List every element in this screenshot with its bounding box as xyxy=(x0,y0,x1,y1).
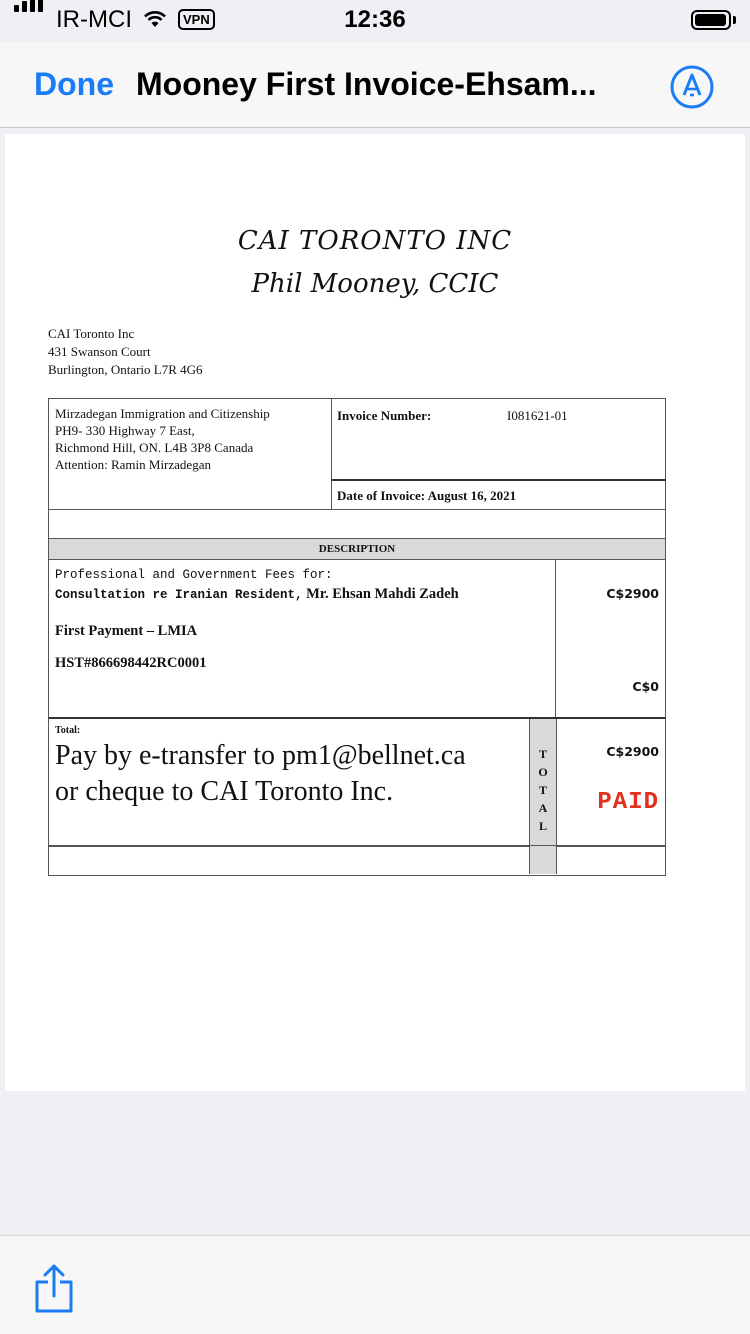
battery-icon xyxy=(691,10,731,30)
invoice-number-label: Invoice Number: xyxy=(337,408,432,423)
gov-amount: C$0 xyxy=(632,679,659,694)
fees-intro: Professional and Government Fees for: xyxy=(55,568,333,582)
description-body xyxy=(48,559,666,719)
total-amount: C$2900 xyxy=(606,744,659,759)
sender-address xyxy=(48,325,203,379)
recipient-line: PH9- 330 Highway 7 East, xyxy=(55,423,195,438)
invoice-document xyxy=(5,134,745,1091)
recipient-line: Richmond Hill, ON. L4B 3P8 Canada xyxy=(55,440,254,455)
invoice-header-table xyxy=(48,398,666,510)
company-heading: CAI TORONTO INC xyxy=(237,226,513,256)
carrier-name: IR-MCI xyxy=(56,6,132,33)
invoice-date: Date of Invoice: August 16, 2021 xyxy=(337,488,517,503)
payment-line: Pay by e-transfer to pm1@bellnet.ca xyxy=(55,740,466,771)
total-label: Total: xyxy=(55,725,81,736)
total-letter: L xyxy=(538,819,547,833)
total-letter: O xyxy=(538,765,548,779)
hst-number: HST#866698442RC0001 xyxy=(55,655,207,671)
share-icon[interactable] xyxy=(34,1264,74,1314)
battery-tip xyxy=(733,16,736,24)
status-bar xyxy=(0,0,750,42)
consultation-line xyxy=(55,586,459,603)
total-letter: A xyxy=(538,801,548,815)
total-letter: T xyxy=(538,783,547,797)
payment-line: or cheque to CAI Toronto Inc. xyxy=(55,776,394,807)
payment-instructions xyxy=(55,738,466,810)
total-section xyxy=(48,717,666,847)
sender-line: 431 Swanson Court xyxy=(48,344,151,359)
spacer-row xyxy=(48,509,666,539)
recipient-address xyxy=(55,405,270,473)
sender-line: Burlington, Ontario L7R 4G6 xyxy=(48,362,203,377)
description-header-label: DESCRIPTION xyxy=(318,543,396,555)
vpn-badge: VPN xyxy=(178,9,215,30)
fee-amount: C$2900 xyxy=(606,586,659,601)
description-header xyxy=(48,538,666,560)
sender-line: CAI Toronto Inc xyxy=(48,326,135,341)
nav-bar xyxy=(0,42,750,128)
recipient-line: Mirzadegan Immigration and Citizenship xyxy=(55,406,270,421)
bottom-toolbar xyxy=(0,1235,750,1334)
markup-pen-icon[interactable] xyxy=(669,64,715,110)
paid-stamp: PAID xyxy=(597,789,659,816)
clock: 12:36 xyxy=(344,6,406,33)
first-payment: First Payment – LMIA xyxy=(55,623,198,639)
consultation-prefix: Consultation re Iranian Resident, xyxy=(55,588,303,602)
pdf-page[interactable] xyxy=(5,134,745,1091)
total-vertical-label xyxy=(530,745,556,835)
bottom-row xyxy=(48,846,666,876)
consultant-heading: Phil Mooney, CCIC xyxy=(251,269,499,299)
client-name: Mr. Ehsan Mahdi Zadeh xyxy=(306,586,459,602)
total-letter: T xyxy=(538,747,547,761)
recipient-line: Attention: Ramin Mirzadegan xyxy=(55,457,211,472)
document-title: Mooney First Invoice-Ehsam... xyxy=(136,66,597,102)
done-button[interactable]: Done xyxy=(34,66,114,102)
invoice-number: I081621-01 xyxy=(507,408,568,423)
